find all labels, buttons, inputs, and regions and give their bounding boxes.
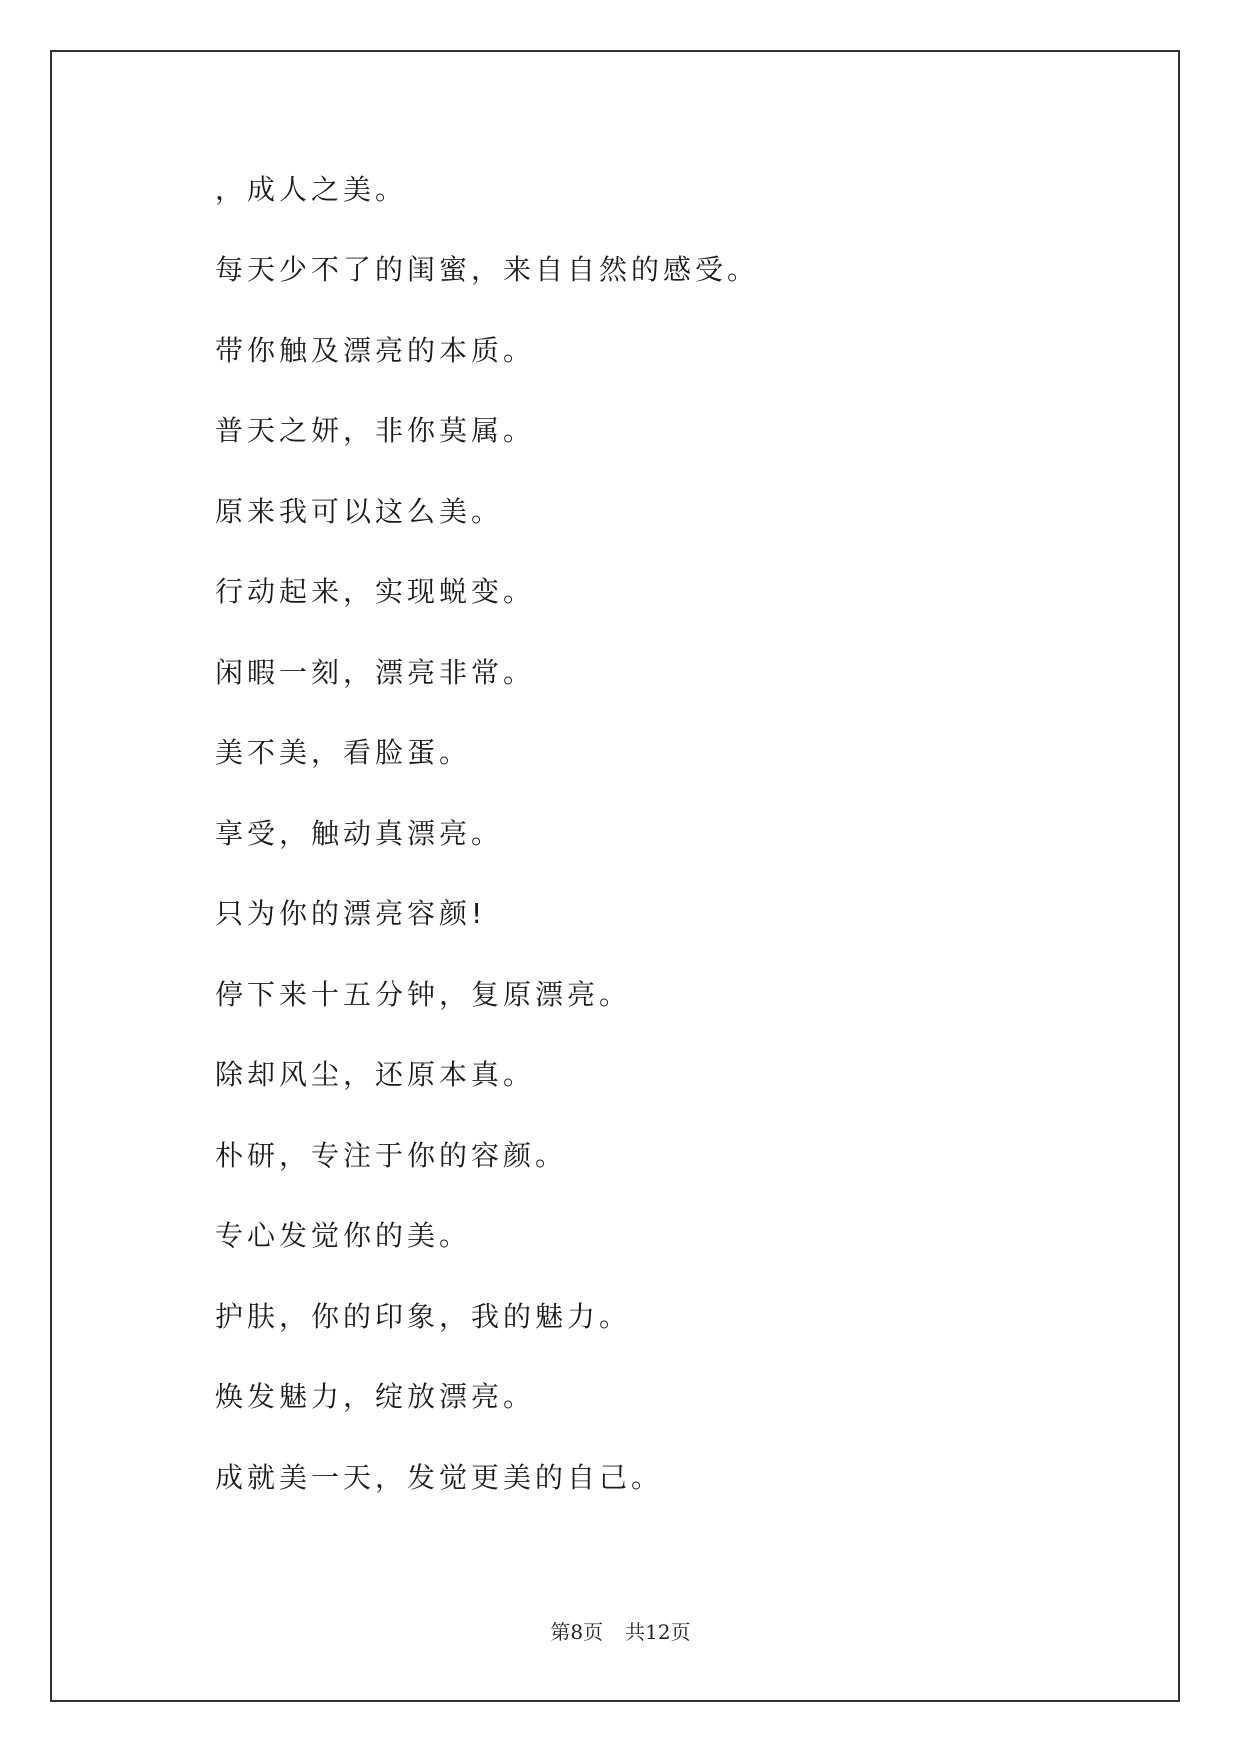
- page-number: 第8页: [550, 1620, 604, 1644]
- page-total: 共12页: [625, 1620, 691, 1644]
- text-line: 每天少不了的闺蜜，来自自然的感受。: [215, 253, 760, 286]
- page-border: [50, 50, 1180, 1702]
- page-footer: [0, 1616, 1241, 1645]
- text-line: 停下来十五分钟，复原漂亮。: [215, 978, 632, 1011]
- text-line: 普天之妍，非你莫属。: [215, 414, 536, 447]
- text-line: 美不美，看脸蛋。: [215, 736, 472, 769]
- text-line: 除却风尘，还原本真。: [215, 1058, 536, 1091]
- text-line: 享受，触动真漂亮。: [215, 817, 504, 850]
- text-line: 带你触及漂亮的本质。: [215, 334, 536, 367]
- text-line: ，成人之美。: [215, 173, 408, 206]
- text-line: 原来我可以这么美。: [215, 495, 504, 528]
- text-line: 成就美一天，发觉更美的自己。: [215, 1461, 664, 1494]
- text-line: 行动起来，实现蜕变。: [215, 575, 536, 608]
- text-line: 专心发觉你的美。: [215, 1219, 472, 1252]
- text-line: 焕发魅力，绽放漂亮。: [215, 1380, 536, 1413]
- text-line: 只为你的漂亮容颜!: [215, 897, 487, 930]
- text-line: 护肤，你的印象，我的魅力。: [215, 1300, 632, 1333]
- text-line: 闲暇一刻，漂亮非常。: [215, 656, 536, 689]
- text-line: 朴研，专注于你的容颜。: [215, 1139, 568, 1172]
